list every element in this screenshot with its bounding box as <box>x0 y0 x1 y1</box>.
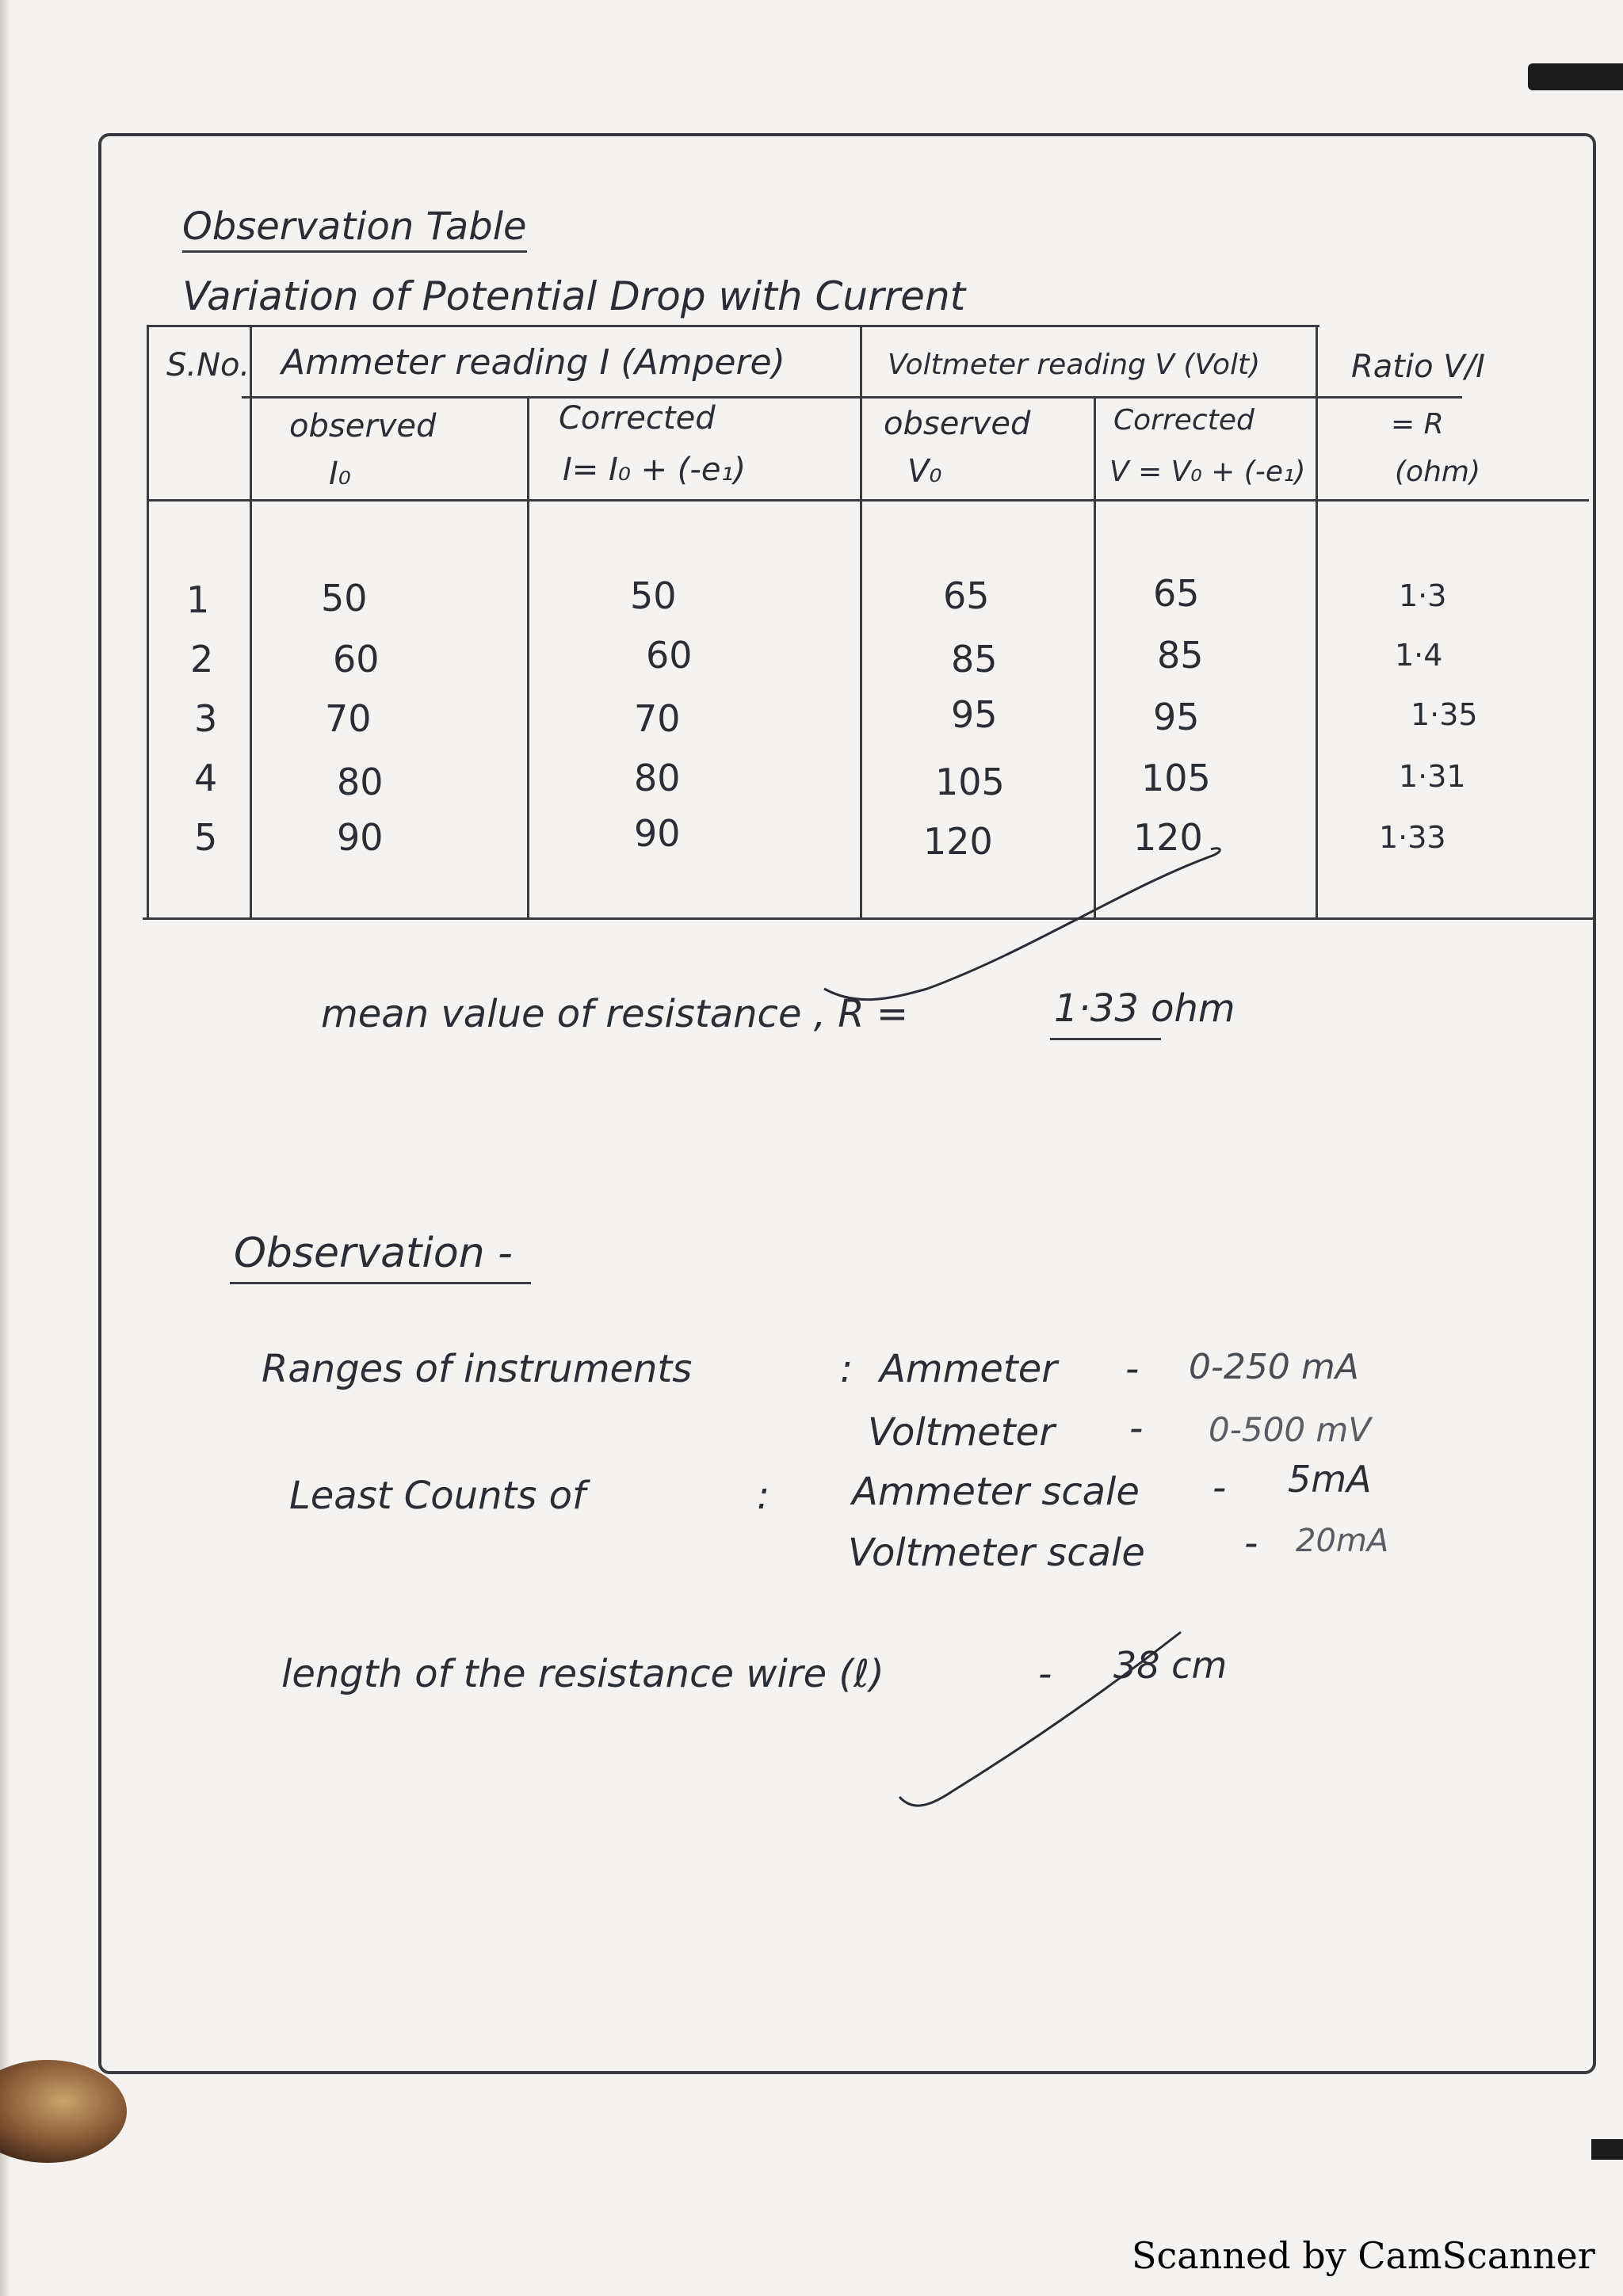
row2-io: 60 <box>333 638 380 681</box>
voltmeter-scale-dash: - <box>1244 1521 1258 1566</box>
header-ammeter-corrected: Corrected <box>559 400 716 437</box>
scanner-watermark: Scanned by CamScanner <box>1132 2234 1595 2277</box>
row2-i: 60 <box>646 634 693 677</box>
row5-r: 1·33 <box>1379 820 1446 855</box>
header-voltmeter-vo: V₀ <box>907 453 942 490</box>
voltmeter-scale-label: Voltmeter scale <box>848 1531 1145 1575</box>
row2-vo: 85 <box>951 638 998 681</box>
header-voltmeter: Voltmeter reading V (Volt) <box>888 349 1261 381</box>
row4-i: 80 <box>634 757 681 799</box>
check-mark-2 <box>899 1632 1181 1806</box>
header-voltmeter-corrected: Corrected <box>1113 404 1254 437</box>
wire-length-value: 38 cm <box>1113 1644 1228 1687</box>
row3-io: 70 <box>325 697 372 740</box>
voltmeter-least-count: 20mA <box>1296 1523 1389 1559</box>
row5-vo: 120 <box>923 820 993 863</box>
row1-i: 50 <box>630 574 677 617</box>
header-ammeter: Ammeter reading I (Ampere) <box>281 342 785 383</box>
least-counts-colon: : <box>757 1474 770 1518</box>
ranges-label: Ranges of instruments <box>262 1347 693 1391</box>
ammeter-scale-dash: - <box>1212 1466 1227 1510</box>
check-mark-1 <box>824 849 1220 1000</box>
header-ratio: Ratio V/I <box>1351 349 1485 385</box>
header-ammeter-observed: observed <box>289 408 437 444</box>
row2-v: 85 <box>1157 634 1204 677</box>
row5-i: 90 <box>634 812 681 855</box>
voltmeter-range: 0-500 mV <box>1209 1410 1372 1449</box>
row1-r: 1·3 <box>1399 578 1447 613</box>
header-voltmeter-observed: observed <box>884 406 1031 442</box>
row3-sno: 3 <box>194 697 218 740</box>
header-ratio-unit: (ohm) <box>1395 456 1480 488</box>
row3-v: 95 <box>1153 696 1200 738</box>
row1-v: 65 <box>1153 572 1200 615</box>
wire-length-label: length of the resistance wire (ℓ) <box>281 1652 884 1696</box>
ammeter-least-count: 5mA <box>1288 1458 1372 1501</box>
page-subtitle: Variation of Potential Drop with Current <box>182 273 966 319</box>
row2-sno: 2 <box>190 638 214 681</box>
row4-sno: 4 <box>194 757 218 799</box>
wire-length-dash: - <box>1038 1652 1052 1696</box>
row3-vo: 95 <box>951 693 998 736</box>
row5-v: 120 <box>1133 816 1203 859</box>
ammeter-scale-label: Ammeter scale <box>852 1470 1140 1514</box>
header-voltmeter-formula: V = V₀ + (-e₁) <box>1109 456 1306 488</box>
header-ammeter-io: I₀ <box>329 456 351 492</box>
row1-vo: 65 <box>943 574 990 617</box>
voltmeter-label: Voltmeter <box>868 1410 1055 1455</box>
header-sno: S.No. <box>166 347 250 383</box>
row5-sno: 5 <box>194 816 218 859</box>
ranges-colon: : <box>840 1347 854 1391</box>
header-ratio-eq: = R <box>1391 408 1444 441</box>
header-ammeter-formula: I= I₀ + (-e₁) <box>563 452 747 488</box>
row4-vo: 105 <box>935 761 1005 803</box>
observation-heading: Observation - <box>234 1230 513 1277</box>
row3-r: 1·35 <box>1411 697 1478 732</box>
row5-io: 90 <box>337 816 384 859</box>
mean-value: 1·33 ohm <box>1054 986 1235 1031</box>
voltmeter-dash: - <box>1129 1406 1144 1451</box>
mean-label: mean value of resistance , R = <box>321 992 909 1036</box>
row4-r: 1·31 <box>1399 759 1466 794</box>
page-title: Observation Table <box>182 204 527 253</box>
least-counts-label: Least Counts of <box>289 1474 586 1518</box>
row1-io: 50 <box>321 577 368 620</box>
ammeter-dash: - <box>1125 1347 1140 1391</box>
row4-io: 80 <box>337 761 384 803</box>
row1-sno: 1 <box>186 578 210 621</box>
row4-v: 105 <box>1141 757 1211 799</box>
row3-i: 70 <box>634 697 681 740</box>
ammeter-label: Ammeter <box>880 1347 1057 1391</box>
ammeter-range: 0-250 mA <box>1189 1347 1359 1387</box>
row2-r: 1·4 <box>1395 638 1443 673</box>
